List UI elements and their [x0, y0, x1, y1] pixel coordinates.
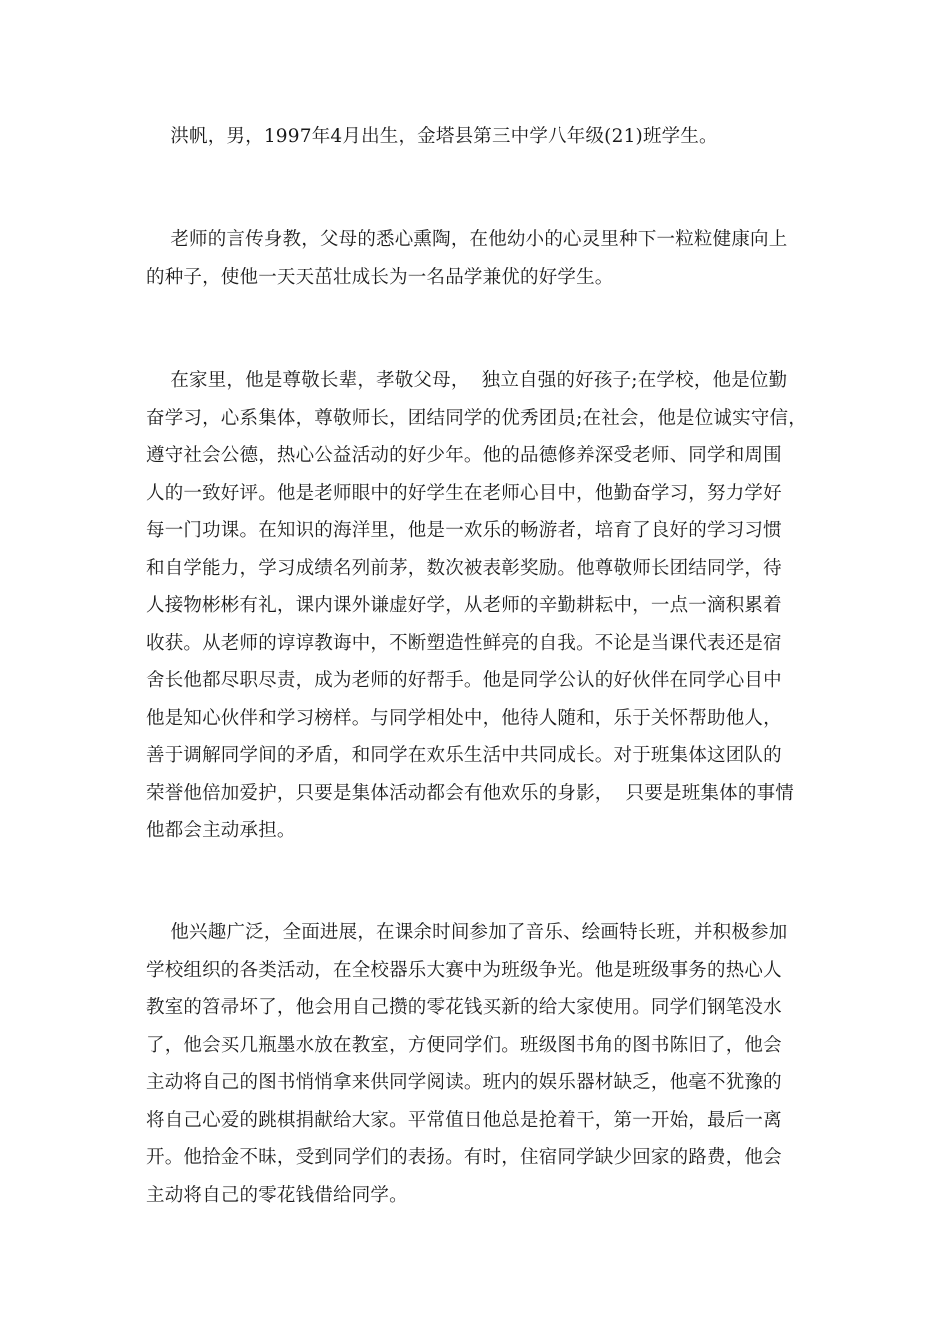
paragraph-line: 了，他会买几瓶墨水放在教室，方便同学们。班级图书角的图书陈旧了，他会 — [146, 1034, 782, 1056]
paragraph-line: 在家里，他是尊敬长辈，孝敬父母， 独立自强的好孩子;在学校，他是位勤 — [146, 370, 788, 391]
paragraph-line: 学校组织的各类活动，在全校器乐大赛中为班级争光。他是班级事务的热心人 — [146, 959, 782, 981]
paragraph-line: 主动将自己的零花钱借给同学。 — [146, 1184, 408, 1206]
paragraph-intro — [146, 118, 826, 156]
paragraph-line: 舍长他都尽职尽责，成为老师的好帮手。他是同学公认的好伙伴在同学心目中 — [146, 670, 782, 691]
paragraph-line: 开。他拾金不昧，受到同学们的表扬。有时，住宿同学缺少回家的路费，他会 — [146, 1147, 782, 1168]
paragraph-line: 遵守社会公德，热心公益活动的好少年。他的品德修养深受老师、同学和周围 — [146, 445, 782, 466]
paragraph-line: 人接物彬彬有礼，课内课外谦虚好学，从老师的辛勤耕耘中，一点一滴积累着 — [146, 595, 782, 616]
paragraph-character — [146, 362, 826, 850]
paragraph-line: 善于调解同学间的矛盾，和同学在欢乐生活中共同成长。对于班集体这团队的 — [146, 745, 782, 766]
paragraph-line: 人的一致好评。他是老师眼中的好学生在老师心目中，他勤奋学习，努力学好 — [146, 482, 782, 504]
paragraph-upbringing — [146, 221, 826, 296]
paragraph-line: 教室的笤帚坏了，他会用自己攒的零花钱买新的给大家使用。同学们钢笔没水 — [146, 997, 782, 1018]
paragraph-line: 他都会主动承担。 — [146, 820, 296, 841]
paragraph-line: 主动将自己的图书悄悄拿来供同学阅读。班内的娱乐器材缺乏，他毫不犹豫的 — [146, 1072, 782, 1093]
paragraph-line: 收获。从老师的谆谆教诲中，不断塑造性鲜亮的自我。不论是当课代表还是宿 — [146, 632, 782, 654]
paragraph-line: 荣誉他倍加爱护，只要是集体活动都会有他欢乐的身影， 只要是班集体的事情 — [146, 782, 794, 804]
paragraph-line: 他是知心伙伴和学习榜样。与同学相处中，他待人随和，乐于关怀帮助他人， — [146, 707, 782, 729]
paragraph-line: 洪帆，男，1997年4月出生，金塔县第三中学八年级(21)班学生。 — [146, 126, 718, 147]
paragraph-line: 将自己心爱的跳棋捐献给大家。平常值日他总是抢着干，第一开始，最后一离 — [146, 1109, 782, 1131]
paragraph-line: 的种子，使他一天天茁壮成长为一名品学兼优的好学生。 — [146, 266, 614, 288]
paragraph-line: 和自学能力，学习成绩名列前茅，数次被表彰奖励。他尊敬师长团结同学，待 — [146, 557, 782, 579]
paragraph-line: 他兴趣广泛，全面进展，在课余时间参加了音乐、绘画特长班，并积极参加 — [146, 922, 788, 943]
paragraph-line: 每一门功课。在知识的海洋里，他是一欢乐的畅游者，培育了良好的学习习惯 — [146, 520, 782, 541]
paragraph-line: 老师的言传身教，父母的悉心熏陶，在他幼小的心灵里种下一粒粒健康向上 — [146, 229, 788, 250]
paragraph-line: 奋学习，心系集体，尊敬师长，团结同学的优秀团员;在社会，他是位诚实守信， — [146, 407, 807, 429]
paragraph-interests — [146, 914, 826, 1214]
